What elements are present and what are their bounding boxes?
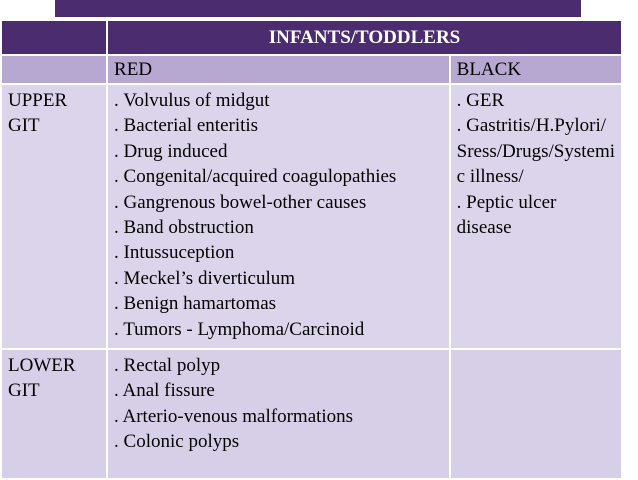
list-item: . Rectal polyp — [114, 355, 221, 376]
list-item: . Arterio-venous malformations — [114, 405, 354, 427]
row-label-line: LOWER — [8, 355, 76, 376]
row-label-line: UPPER — [8, 90, 68, 111]
list-item: . Band obstruction — [114, 217, 254, 239]
row-label-upper-git — [1, 84, 107, 349]
gi-bleeding-table — [0, 19, 623, 480]
column-header-black: BLACK — [450, 55, 622, 84]
list-item: . Congenital/acquired coagulopathies — [114, 166, 397, 188]
upper-git-red-cell — [107, 84, 450, 349]
table-title: INFANTS/TODDLERS — [107, 20, 622, 55]
list-item: . Drug induced — [114, 140, 228, 162]
list-item: . Gastritis/H.Pylori/Sress/Drugs/Systemic illness/ — [456, 115, 616, 188]
row-label-lower-git — [1, 349, 107, 479]
title-row — [1, 20, 622, 55]
header-row — [1, 55, 622, 84]
column-header-red: RED — [107, 55, 450, 84]
list-item: . Bacterial enteritis — [114, 115, 259, 137]
upper-git-black-cell — [450, 84, 622, 349]
list-item: . Tumors - Lymphoma/Carcinoid — [114, 318, 365, 340]
list-item: . Intussuception — [114, 242, 235, 264]
list-item: . Gangrenous bowel-other causes — [114, 191, 367, 213]
row-label-line: GIT — [8, 115, 40, 137]
row-label-line: GIT — [8, 380, 40, 402]
header-blank-cell — [1, 55, 107, 84]
lower-git-black-cell — [450, 349, 622, 479]
top-accent-bar — [55, 0, 581, 17]
table-row — [1, 349, 622, 479]
list-item: . Benign hamartomas — [114, 293, 277, 315]
list-item: . Meckel’s diverticulum — [114, 267, 296, 289]
list-item: . Volvulus of midgut — [114, 90, 270, 111]
corner-cell — [1, 20, 107, 55]
list-item: . Colonic polyps — [114, 431, 240, 453]
list-item: . Anal fissure — [114, 380, 215, 402]
table-row — [1, 84, 622, 349]
list-item: . GER — [456, 90, 505, 111]
lower-git-red-cell — [107, 349, 450, 479]
list-item: . Peptic ulcer disease — [456, 191, 557, 239]
